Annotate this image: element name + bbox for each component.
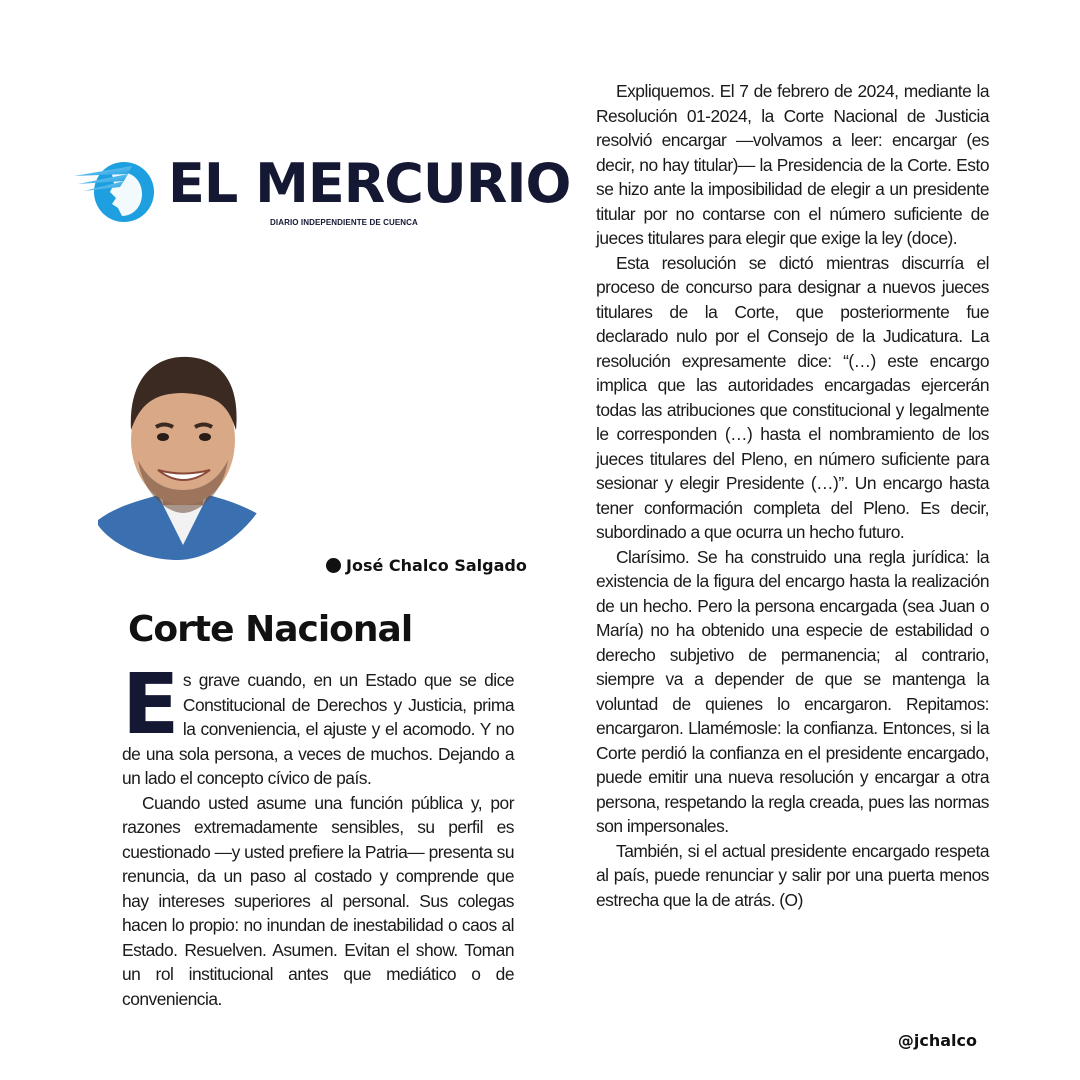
mercury-winged-head-logo-icon [72,154,156,224]
drop-cap: E [122,670,179,738]
masthead [72,152,571,232]
author-portrait-icon [98,345,268,560]
masthead-name: EL MERCURIO [168,152,571,215]
social-handle: @jchalco [897,1031,977,1050]
article-title: Corte Nacional [128,609,413,650]
masthead-tagline: DIARIO INDEPENDIENTE DE CUENCA [270,218,418,227]
author-name: José Chalco Salgado [346,556,527,575]
article-paragraph: Clarísimo. Se ha construido una regla jurídica: la existencia de la figura del encargo hasta la realización de un hecho. Pero la persona encargada (sea Juan o María) no ha obtenido una especie de estabilidad o derecho subjetivo de permanencia; al contrario, siempre va a depender de que se mantenga la voluntad de quienes lo encargaron. Repitamos: encargaron. Llamémosle: la confianza. Entonces, si la Corte perdió la confianza en el presidente encargado, puede emitir una nueva resolución y encargar a otra persona, respetando la regla creada, pues las normas son impersonales. [596,546,989,836]
article-paragraph: Expliquemos. El 7 de febrero de 2024, mediante la Resolución 01-2024, la Corte Nacional de Justicia resolvió encargar —volvamos a leer: encargar (es decir, no hay titular)— la Presidencia de la Corte. Esto se hizo ante la imposibilidad de elegir a un presidente titular por no contarse con el número suficiente de jueces titulares para elegir que exige la ley (doce). [596,81,989,248]
bullet-dot-icon [326,558,341,573]
article-paragraph: También, si el actual presidente encargado respeta al país, puede renunciar y salir por una puerta menos estrecha que la de atrás. (O) [596,840,989,910]
article-paragraph: Esta resolución se dictó mientras discurría el proceso de concurso para designar a nuevos jueces titulares de la Corte, que posteriormente fue declarado nulo por el Consejo de la Judicatura. La resolución expresamente dice: “(…) este encargo implica que las autoridades encargadas ejercerán todas las atribuciones que constitucional y legalmente le corresponden (…) hasta el nombramiento de los jueces titulares del Pleno, en número suficiente para sesionar y elegir Presidente (…)”. Un encargo hasta tener conformación completa del Pleno. Es decir, subordinado a que ocurra un hecho futuro. [596,252,989,542]
article-paragraph: Es grave cuando, en un Estado que se dice Constitucional de Derechos y Justicia, prima la conveniencia, el ajuste y el acomodo. Y no de una sola persona, a veces de muchos. Dejando a un lado el concepto cívico de país. [122,670,514,788]
author-byline [326,556,527,575]
article-paragraph: Cuando usted asume una función pública y, por razones extremadamente sensibles, su perfil es cuestionado —y usted prefiere la Patria— presenta su renuncia, da un paso al costado y comprende que hay intereses superiores al personal. Sus colegas hacen lo propio: no inundan de inestabilidad o caos al Estado. Resuelven. Asumen. Evitan el show. Toman un rol institucional antes que mediático o de conveniencia. [122,792,514,1009]
article-column-right [596,79,989,912]
article-column-left [122,668,514,1011]
